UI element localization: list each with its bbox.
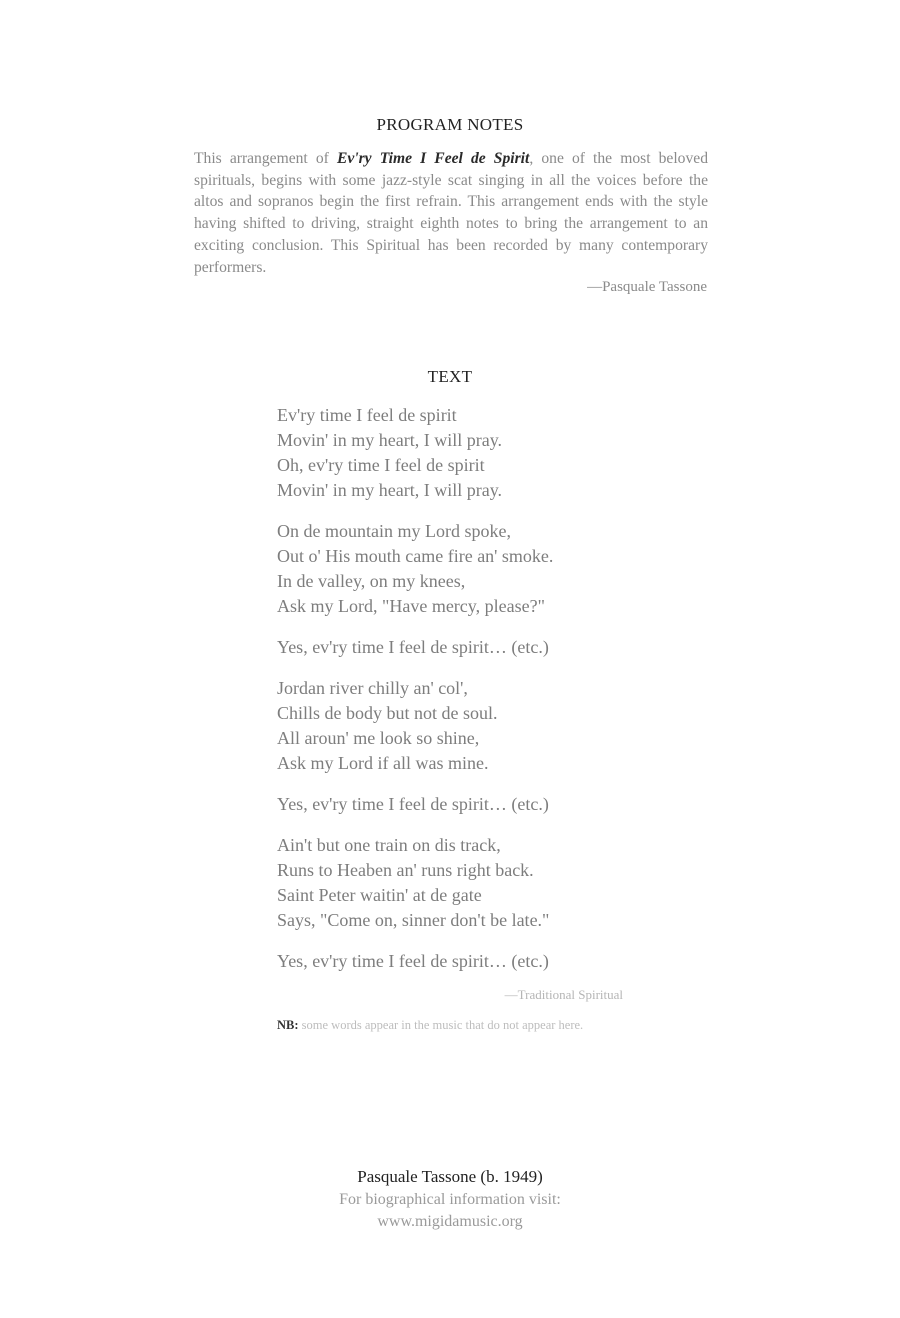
stanza: [277, 403, 697, 503]
lyric-line: Jordan river chilly an' col',: [277, 678, 468, 698]
lyric-line: Movin' in my heart, I will pray.: [277, 480, 503, 500]
lyric-line: Runs to Heaben an' runs right back.: [277, 860, 534, 880]
stanza: [277, 676, 697, 776]
lyric-line: Saint Peter waitin' at de gate: [277, 885, 482, 905]
lyric-line: Oh, ev'ry time I feel de spirit: [277, 455, 485, 475]
bio-info: For biographical information visit:: [339, 1191, 561, 1208]
refrain-line: Yes, ev'ry time I feel de spirit… (etc.): [277, 951, 549, 971]
lyric-line: Ask my Lord if all was mine.: [277, 753, 489, 773]
website-link: www.migidamusic.org: [377, 1213, 523, 1230]
program-notes-attribution: —Pasquale Tassone: [587, 279, 707, 295]
program-notes-heading: PROGRAM NOTES: [376, 115, 524, 134]
nb-label: NB:: [277, 1018, 299, 1032]
lyric-line: On de mountain my Lord spoke,: [277, 521, 511, 541]
composer-footer: [0, 1165, 900, 1233]
refrain-line: Yes, ev'ry time I feel de spirit… (etc.): [277, 637, 549, 657]
text-heading: TEXT: [427, 367, 473, 386]
notes-title-italic: Ev'ry Time I Feel de Spirit: [336, 150, 530, 167]
stanza: [277, 519, 697, 619]
lyric-line: Out o' His mouth came fire an' smoke.: [277, 546, 554, 566]
lyric-line: All aroun' me look so shine,: [277, 728, 480, 748]
refrain-line: Yes, ev'ry time I feel de spirit… (etc.): [277, 794, 549, 814]
nb-text: some words appear in the music that do not appear here.: [298, 1018, 584, 1032]
lyric-line: Says, "Come on, sinner don't be late.": [277, 910, 550, 930]
notes-text-before: This arrangement of: [194, 150, 337, 167]
nb-note: [277, 1018, 637, 1033]
lyric-line: Ask my Lord, "Have mercy, please?": [277, 596, 545, 616]
notes-text-after: , one of the most beloved spirituals, begins with some jazz-style scat singing in all the voices before the altos and sopranos begin the first refrain. This arrangement ends with the style having shifted to driving, straight eighth notes to bring the arrangement to an exciting conclusion. This Spiritual has been recorded by many contemporary performers.: [194, 150, 708, 276]
lyric-line: Ain't but one train on dis track,: [277, 835, 501, 855]
lyric-line: Chills de body but not de soul.: [277, 703, 498, 723]
program-notes-body: [194, 148, 708, 278]
text-attribution: —Traditional Spiritual: [504, 987, 623, 1002]
lyrics: [277, 403, 697, 990]
lyric-line: Ev'ry time I feel de spirit: [277, 405, 457, 425]
lyric-line: In de valley, on my knees,: [277, 571, 466, 591]
stanza: [277, 833, 697, 933]
composer-name: Pasquale Tassone (b. 1949): [357, 1167, 543, 1186]
lyric-line: Movin' in my heart, I will pray.: [277, 430, 503, 450]
